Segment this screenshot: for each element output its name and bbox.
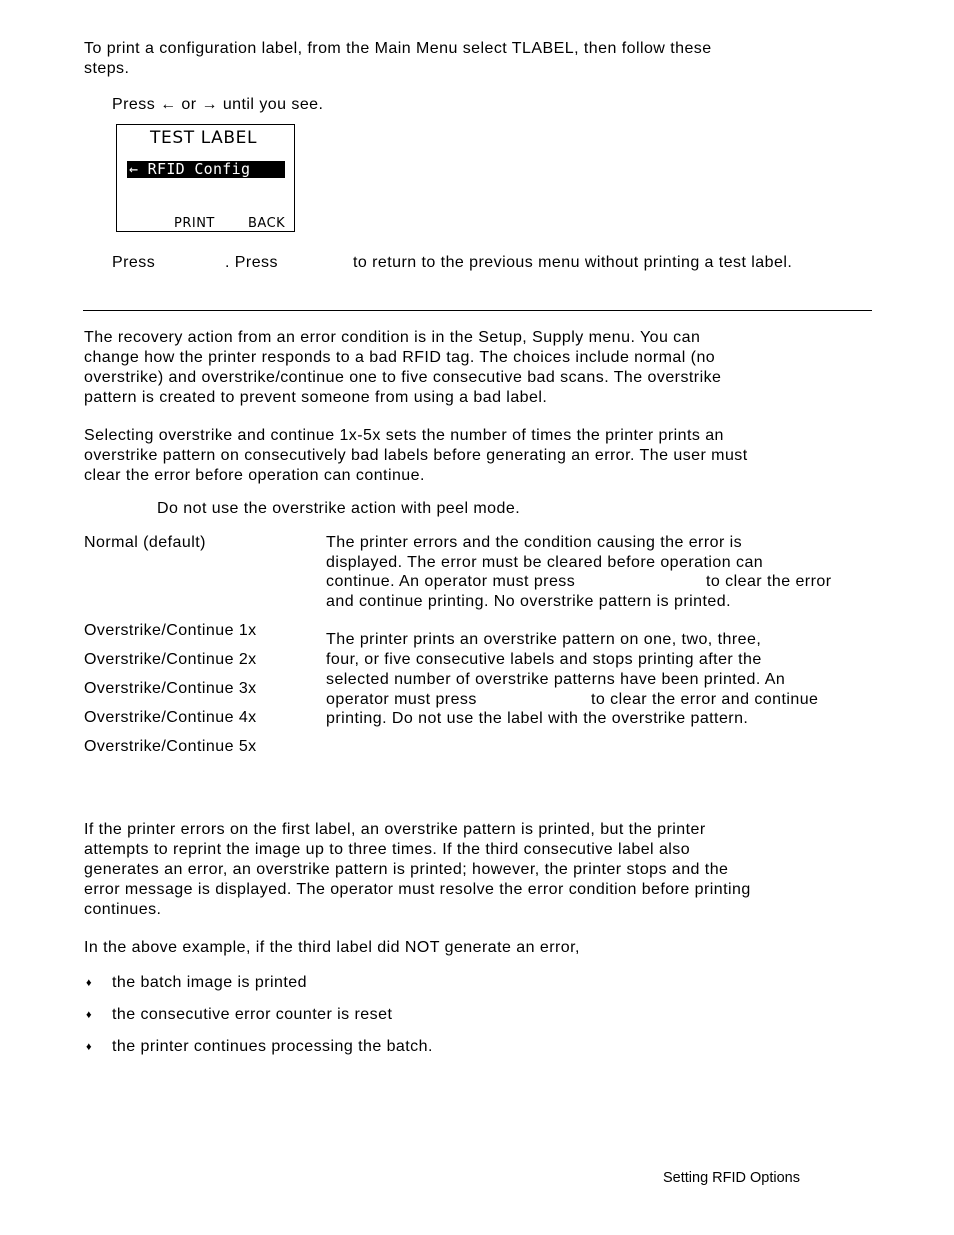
example-summary: In the above example, if the third label did NOT generate an error, (84, 939, 580, 956)
display-title: TEST LABEL (150, 128, 258, 148)
option-overstrike-2x: Overstrike/Continue 2x (84, 651, 257, 668)
text-line: displayed. The error must be cleared before operation can (326, 554, 764, 571)
option-overstrike-5x: Overstrike/Continue 5x (84, 738, 257, 755)
option-overstrike-4x: Overstrike/Continue 4x (84, 709, 257, 726)
text-line: error message is displayed. The operator must resolve the error condition before printing (84, 881, 751, 898)
text-line: generates an error, an overstrike pattern is printed; however, the printer stops and the (84, 861, 729, 878)
text-line: pattern is created to prevent someone from using a bad label. (84, 389, 548, 406)
page-footer: Setting RFID Options (663, 1170, 800, 1186)
step-text: Press (112, 96, 156, 113)
option-overstrike-3x: Overstrike/Continue 3x (84, 680, 257, 697)
intro-paragraph (84, 39, 712, 79)
note-text: Do not use the overstrike action with peel mode. (157, 500, 521, 517)
text-line: To print a configuration label, from the Main Menu select TLABEL, then follow these (84, 40, 712, 57)
text-line: printing. Do not use the label with the overstrike pattern. (326, 710, 749, 727)
bullet-item: the consecutive error counter is reset (112, 1006, 393, 1023)
section-divider (83, 310, 872, 311)
right-arrow-icon: → (201, 96, 218, 113)
text-line: and continue printing. No overstrike pattern is printed. (326, 593, 731, 610)
text-line: attempts to reprint the image up to three times. If the third consecutive label also (84, 841, 691, 858)
printer-display (116, 124, 295, 232)
step-text: or (181, 96, 197, 113)
text-line: The printer errors and the condition causing the error is (326, 534, 743, 551)
text-line: steps. (84, 60, 130, 77)
option-normal-label: Normal (default) (84, 534, 206, 551)
text-line: The printer prints an overstrike pattern on one, two, three, (326, 631, 762, 648)
text-line: continue. An operator must press (326, 573, 576, 590)
step-press-arrows (112, 95, 323, 115)
bullet-icon: ♦ (86, 977, 93, 989)
text-line: overstrike) and overstrike/continue one to five consecutive bad scans. The overstrike (84, 369, 722, 386)
recovery-paragraph (84, 328, 721, 408)
step-text: . Press (225, 254, 278, 271)
softkey-print: PRINT (174, 216, 215, 231)
text-line: change how the printer responds to a bad RFID tag. The choices include normal (no (84, 349, 716, 366)
step-text: to return to the previous menu without printing a test label. (353, 254, 793, 271)
text-line: to clear the error (706, 573, 832, 590)
left-arrow-icon: ← (160, 96, 177, 113)
display-selected-item: ← RFID Config (127, 161, 285, 178)
step-text: until you see. (222, 96, 324, 113)
text-line: overstrike pattern on consecutively bad labels before generating an error. The user must (84, 447, 748, 464)
step-text: Press (112, 254, 156, 271)
text-line: selected number of overstrike patterns have been printed. An (326, 671, 786, 688)
bullet-icon: ♦ (86, 1009, 93, 1021)
bullet-icon: ♦ (86, 1041, 93, 1053)
bullet-item: the batch image is printed (112, 974, 307, 991)
text-line: four, or five consecutive labels and stops printing after the (326, 651, 762, 668)
example-paragraph (84, 820, 751, 920)
text-line: continues. (84, 901, 162, 918)
text-line: Selecting overstrike and continue 1x-5x sets the number of times the printer prints an (84, 427, 724, 444)
text-line: operator must press (326, 691, 477, 708)
text-line: to clear the error and continue (591, 691, 819, 708)
text-line: The recovery action from an error condition is in the Setup, Supply menu. You can (84, 329, 701, 346)
text-line: If the printer errors on the first label, an overstrike pattern is printed, but the printer (84, 821, 706, 838)
overstrike-paragraph (84, 426, 748, 486)
option-overstrike-1x: Overstrike/Continue 1x (84, 622, 257, 639)
text-line: clear the error before operation can continue. (84, 467, 425, 484)
bullet-item: the printer continues processing the batch. (112, 1038, 433, 1055)
softkey-back: BACK (248, 216, 286, 231)
